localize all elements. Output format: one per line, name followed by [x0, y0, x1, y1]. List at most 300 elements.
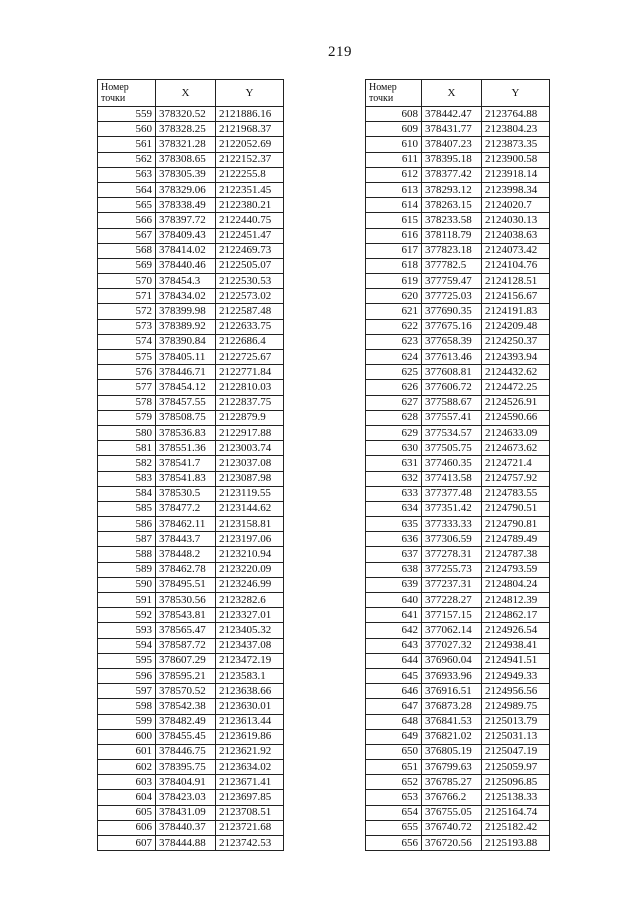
table-row [98, 623, 284, 638]
point-number-cell: 560 [98, 122, 156, 137]
x-coordinate-cell: 376873.28 [422, 699, 482, 714]
x-coordinate-cell: 378565.47 [156, 623, 216, 638]
table-row [366, 198, 550, 213]
point-number-cell: 577 [98, 380, 156, 395]
point-number-cell: 654 [366, 805, 422, 820]
table-row [366, 182, 550, 197]
y-coordinate-cell: 2123900.58 [482, 152, 550, 167]
y-coordinate-cell: 2124472.25 [482, 380, 550, 395]
y-coordinate-cell: 2123630.01 [216, 699, 284, 714]
table-row [98, 471, 284, 486]
table-row [366, 167, 550, 182]
point-number-cell: 581 [98, 441, 156, 456]
y-coordinate-cell: 2123158.81 [216, 517, 284, 532]
point-number-cell: 633 [366, 486, 422, 501]
y-coordinate-cell: 2122917.88 [216, 425, 284, 440]
y-coordinate-cell: 2123918.14 [482, 167, 550, 182]
point-number-cell: 587 [98, 532, 156, 547]
x-coordinate-cell: 377823.18 [422, 243, 482, 258]
x-coordinate-cell: 377606.72 [422, 380, 482, 395]
point-number-cell: 590 [98, 577, 156, 592]
x-coordinate-cell: 378570.52 [156, 684, 216, 699]
y-coordinate-cell: 2124757.92 [482, 471, 550, 486]
y-coordinate-cell: 2123437.08 [216, 638, 284, 653]
table-row [366, 410, 550, 425]
table-row [98, 167, 284, 182]
table-row [366, 653, 550, 668]
y-coordinate-cell: 2122530.53 [216, 274, 284, 289]
x-coordinate-cell: 378454.12 [156, 380, 216, 395]
table-row [366, 471, 550, 486]
x-coordinate-cell: 378443.7 [156, 532, 216, 547]
y-coordinate-cell: 2124949.33 [482, 668, 550, 683]
table-row [366, 152, 550, 167]
point-number-cell: 642 [366, 623, 422, 638]
point-number-cell: 571 [98, 289, 156, 304]
y-coordinate-cell: 2121968.37 [216, 122, 284, 137]
x-coordinate-cell: 378530.5 [156, 486, 216, 501]
table-row [98, 805, 284, 820]
x-coordinate-cell: 378328.25 [156, 122, 216, 137]
point-number-cell: 645 [366, 668, 422, 683]
x-coordinate-cell: 378542.38 [156, 699, 216, 714]
y-coordinate-cell: 2124020.7 [482, 198, 550, 213]
header-x: X [422, 80, 482, 107]
table-row [366, 729, 550, 744]
y-coordinate-cell: 2124804.24 [482, 577, 550, 592]
point-number-cell: 624 [366, 350, 422, 365]
table-row [98, 182, 284, 197]
coordinates-table-right [365, 79, 550, 851]
point-number-cell: 649 [366, 729, 422, 744]
x-coordinate-cell: 378305.39 [156, 167, 216, 182]
point-number-cell: 621 [366, 304, 422, 319]
y-coordinate-cell: 2124191.83 [482, 304, 550, 319]
point-number-cell: 605 [98, 805, 156, 820]
x-coordinate-cell: 377278.31 [422, 547, 482, 562]
point-number-cell: 639 [366, 577, 422, 592]
table-row [366, 228, 550, 243]
y-coordinate-cell: 2125059.97 [482, 760, 550, 775]
point-number-cell: 648 [366, 714, 422, 729]
point-number-cell: 607 [98, 836, 156, 851]
y-coordinate-cell: 2123764.88 [482, 107, 550, 122]
table-row [98, 198, 284, 213]
x-coordinate-cell: 378423.03 [156, 790, 216, 805]
y-coordinate-cell: 2122451.47 [216, 228, 284, 243]
y-coordinate-cell: 2123671.41 [216, 775, 284, 790]
point-number-cell: 595 [98, 653, 156, 668]
y-coordinate-cell: 2123613.44 [216, 714, 284, 729]
header-point-number: Номер точки [98, 80, 156, 107]
point-number-cell: 628 [366, 410, 422, 425]
x-coordinate-cell: 376933.96 [422, 668, 482, 683]
point-number-cell: 582 [98, 456, 156, 471]
x-coordinate-cell: 378551.36 [156, 441, 216, 456]
point-number-cell: 591 [98, 593, 156, 608]
point-number-cell: 647 [366, 699, 422, 714]
x-coordinate-cell: 378407.23 [422, 137, 482, 152]
y-coordinate-cell: 2124128.51 [482, 274, 550, 289]
point-number-cell: 599 [98, 714, 156, 729]
point-number-cell: 652 [366, 775, 422, 790]
table-row [366, 805, 550, 820]
table-row [98, 684, 284, 699]
table-row [366, 623, 550, 638]
y-coordinate-cell: 2123583.1 [216, 668, 284, 683]
y-coordinate-cell: 2124209.48 [482, 319, 550, 334]
point-number-cell: 617 [366, 243, 422, 258]
point-number-cell: 575 [98, 350, 156, 365]
table-row [366, 365, 550, 380]
point-number-cell: 598 [98, 699, 156, 714]
table-row [366, 547, 550, 562]
table-row [98, 593, 284, 608]
x-coordinate-cell: 378320.52 [156, 107, 216, 122]
x-coordinate-cell: 377237.31 [422, 577, 482, 592]
x-coordinate-cell: 376755.05 [422, 805, 482, 820]
x-coordinate-cell: 378389.92 [156, 319, 216, 334]
y-coordinate-cell: 2124812.39 [482, 593, 550, 608]
y-coordinate-cell: 2125096.85 [482, 775, 550, 790]
table-row [98, 760, 284, 775]
y-coordinate-cell: 2123246.99 [216, 577, 284, 592]
table-row [98, 319, 284, 334]
point-number-cell: 610 [366, 137, 422, 152]
table-row [98, 820, 284, 835]
point-number-cell: 636 [366, 532, 422, 547]
point-number-cell: 580 [98, 425, 156, 440]
point-number-cell: 586 [98, 517, 156, 532]
point-number-cell: 626 [366, 380, 422, 395]
x-coordinate-cell: 378482.49 [156, 714, 216, 729]
point-number-cell: 615 [366, 213, 422, 228]
table-body-left [98, 107, 284, 851]
y-coordinate-cell: 2122633.75 [216, 319, 284, 334]
x-coordinate-cell: 378543.81 [156, 608, 216, 623]
table-row [98, 714, 284, 729]
x-coordinate-cell: 378440.46 [156, 258, 216, 273]
table-row [366, 137, 550, 152]
point-number-cell: 635 [366, 517, 422, 532]
point-number-cell: 613 [366, 182, 422, 197]
table-row [366, 684, 550, 699]
x-coordinate-cell: 378495.51 [156, 577, 216, 592]
y-coordinate-cell: 2124783.55 [482, 486, 550, 501]
x-coordinate-cell: 378399.98 [156, 304, 216, 319]
x-coordinate-cell: 378508.75 [156, 410, 216, 425]
table-row [98, 274, 284, 289]
y-coordinate-cell: 2122771.84 [216, 365, 284, 380]
y-coordinate-cell: 2123327.01 [216, 608, 284, 623]
table-row [98, 532, 284, 547]
table-row [366, 350, 550, 365]
x-coordinate-cell: 378442.47 [422, 107, 482, 122]
x-coordinate-cell: 378440.37 [156, 820, 216, 835]
table-row [98, 152, 284, 167]
point-number-cell: 563 [98, 167, 156, 182]
table-row [366, 532, 550, 547]
table-row [366, 319, 550, 334]
x-coordinate-cell: 378444.88 [156, 836, 216, 851]
table-row [98, 486, 284, 501]
x-coordinate-cell: 376821.02 [422, 729, 482, 744]
y-coordinate-cell: 2124989.75 [482, 699, 550, 714]
table-row [98, 213, 284, 228]
x-coordinate-cell: 376916.51 [422, 684, 482, 699]
x-coordinate-cell: 377027.32 [422, 638, 482, 653]
x-coordinate-cell: 378457.55 [156, 395, 216, 410]
x-coordinate-cell: 376740.72 [422, 820, 482, 835]
table-row [366, 744, 550, 759]
table-row [366, 334, 550, 349]
table-row [366, 638, 550, 653]
point-number-cell: 584 [98, 486, 156, 501]
table-row [366, 714, 550, 729]
x-coordinate-cell: 378536.83 [156, 425, 216, 440]
x-coordinate-cell: 378390.84 [156, 334, 216, 349]
table-row [366, 790, 550, 805]
table-row [366, 122, 550, 137]
table-row [366, 836, 550, 851]
point-number-cell: 656 [366, 836, 422, 851]
x-coordinate-cell: 376720.56 [422, 836, 482, 851]
x-coordinate-cell: 376960.04 [422, 653, 482, 668]
table-row [366, 562, 550, 577]
page-number: 219 [328, 44, 352, 60]
x-coordinate-cell: 378462.78 [156, 562, 216, 577]
y-coordinate-cell: 2124862.17 [482, 608, 550, 623]
point-number-cell: 597 [98, 684, 156, 699]
point-number-cell: 609 [366, 122, 422, 137]
x-coordinate-cell: 377505.75 [422, 441, 482, 456]
x-coordinate-cell: 378607.29 [156, 653, 216, 668]
point-number-cell: 593 [98, 623, 156, 638]
x-coordinate-cell: 378431.77 [422, 122, 482, 137]
header-x: X [156, 80, 216, 107]
x-coordinate-cell: 376841.53 [422, 714, 482, 729]
point-number-cell: 570 [98, 274, 156, 289]
point-number-cell: 612 [366, 167, 422, 182]
table-row [98, 137, 284, 152]
table-row [366, 699, 550, 714]
x-coordinate-cell: 378118.79 [422, 228, 482, 243]
y-coordinate-cell: 2124673.62 [482, 441, 550, 456]
x-coordinate-cell: 376805.19 [422, 744, 482, 759]
x-coordinate-cell: 377588.67 [422, 395, 482, 410]
point-number-cell: 596 [98, 668, 156, 683]
table-row [366, 668, 550, 683]
y-coordinate-cell: 2122837.75 [216, 395, 284, 410]
y-coordinate-cell: 2125013.79 [482, 714, 550, 729]
y-coordinate-cell: 2123708.51 [216, 805, 284, 820]
point-number-cell: 574 [98, 334, 156, 349]
table-row [366, 577, 550, 592]
x-coordinate-cell: 377351.42 [422, 501, 482, 516]
table-row [366, 593, 550, 608]
point-number-cell: 637 [366, 547, 422, 562]
table-row [98, 228, 284, 243]
y-coordinate-cell: 2123621.92 [216, 744, 284, 759]
table-row [98, 365, 284, 380]
y-coordinate-cell: 2124956.56 [482, 684, 550, 699]
point-number-cell: 640 [366, 593, 422, 608]
table-header-row [98, 80, 284, 107]
y-coordinate-cell: 2125182.42 [482, 820, 550, 835]
point-number-cell: 608 [366, 107, 422, 122]
y-coordinate-cell: 2123197.06 [216, 532, 284, 547]
table-row [366, 213, 550, 228]
table-row [98, 790, 284, 805]
point-number-cell: 585 [98, 501, 156, 516]
y-coordinate-cell: 2123721.68 [216, 820, 284, 835]
point-number-cell: 600 [98, 729, 156, 744]
x-coordinate-cell: 376799.63 [422, 760, 482, 775]
y-coordinate-cell: 2124938.41 [482, 638, 550, 653]
y-coordinate-cell: 2122351.45 [216, 182, 284, 197]
table-row [98, 243, 284, 258]
point-number-cell: 627 [366, 395, 422, 410]
table-row [366, 425, 550, 440]
table-row [98, 410, 284, 425]
table-row [366, 395, 550, 410]
y-coordinate-cell: 2124432.62 [482, 365, 550, 380]
y-coordinate-cell: 2123804.23 [482, 122, 550, 137]
point-number-cell: 650 [366, 744, 422, 759]
x-coordinate-cell: 378541.83 [156, 471, 216, 486]
table-row [98, 608, 284, 623]
x-coordinate-cell: 377255.73 [422, 562, 482, 577]
x-coordinate-cell: 378434.02 [156, 289, 216, 304]
x-coordinate-cell: 377608.81 [422, 365, 482, 380]
y-coordinate-cell: 2124793.59 [482, 562, 550, 577]
table-row [366, 258, 550, 273]
y-coordinate-cell: 2122505.07 [216, 258, 284, 273]
x-coordinate-cell: 378233.58 [422, 213, 482, 228]
table-row [98, 350, 284, 365]
point-number-cell: 632 [366, 471, 422, 486]
point-number-cell: 601 [98, 744, 156, 759]
x-coordinate-cell: 376766.2 [422, 790, 482, 805]
y-coordinate-cell: 2125193.88 [482, 836, 550, 851]
x-coordinate-cell: 377658.39 [422, 334, 482, 349]
y-coordinate-cell: 2122686.4 [216, 334, 284, 349]
table-row [98, 441, 284, 456]
y-coordinate-cell: 2124393.94 [482, 350, 550, 365]
x-coordinate-cell: 377759.47 [422, 274, 482, 289]
table-row [98, 122, 284, 137]
y-coordinate-cell: 2122380.21 [216, 198, 284, 213]
header-point-number: Номер точки [366, 80, 422, 107]
y-coordinate-cell: 2124790.51 [482, 501, 550, 516]
y-coordinate-cell: 2123210.94 [216, 547, 284, 562]
table-row [366, 517, 550, 532]
table-row [98, 775, 284, 790]
x-coordinate-cell: 378404.91 [156, 775, 216, 790]
x-coordinate-cell: 378414.02 [156, 243, 216, 258]
y-coordinate-cell: 2123697.85 [216, 790, 284, 805]
point-number-cell: 603 [98, 775, 156, 790]
x-coordinate-cell: 377460.35 [422, 456, 482, 471]
y-coordinate-cell: 2122879.9 [216, 410, 284, 425]
x-coordinate-cell: 377725.03 [422, 289, 482, 304]
point-number-cell: 576 [98, 365, 156, 380]
point-number-cell: 653 [366, 790, 422, 805]
y-coordinate-cell: 2122255.8 [216, 167, 284, 182]
x-coordinate-cell: 378595.21 [156, 668, 216, 683]
point-number-cell: 564 [98, 182, 156, 197]
point-number-cell: 655 [366, 820, 422, 835]
table-row [366, 380, 550, 395]
y-coordinate-cell: 2123220.09 [216, 562, 284, 577]
point-number-cell: 614 [366, 198, 422, 213]
x-coordinate-cell: 378308.65 [156, 152, 216, 167]
x-coordinate-cell: 377306.59 [422, 532, 482, 547]
point-number-cell: 622 [366, 319, 422, 334]
point-number-cell: 559 [98, 107, 156, 122]
x-coordinate-cell: 377413.58 [422, 471, 482, 486]
point-number-cell: 618 [366, 258, 422, 273]
header-y: Y [216, 80, 284, 107]
table-row [366, 456, 550, 471]
x-coordinate-cell: 377333.33 [422, 517, 482, 532]
table-row [366, 501, 550, 516]
point-number-cell: 573 [98, 319, 156, 334]
y-coordinate-cell: 2124526.91 [482, 395, 550, 410]
y-coordinate-cell: 2124789.49 [482, 532, 550, 547]
point-number-cell: 619 [366, 274, 422, 289]
x-coordinate-cell: 377377.48 [422, 486, 482, 501]
point-number-cell: 623 [366, 334, 422, 349]
y-coordinate-cell: 2122152.37 [216, 152, 284, 167]
table-row [98, 456, 284, 471]
point-number-cell: 594 [98, 638, 156, 653]
point-number-cell: 562 [98, 152, 156, 167]
point-number-cell: 567 [98, 228, 156, 243]
table-row [98, 258, 284, 273]
point-number-cell: 641 [366, 608, 422, 623]
table-row [98, 304, 284, 319]
y-coordinate-cell: 2121886.16 [216, 107, 284, 122]
y-coordinate-cell: 2125047.19 [482, 744, 550, 759]
x-coordinate-cell: 378448.2 [156, 547, 216, 562]
y-coordinate-cell: 2123472.19 [216, 653, 284, 668]
x-coordinate-cell: 377613.46 [422, 350, 482, 365]
x-coordinate-cell: 378530.56 [156, 593, 216, 608]
x-coordinate-cell: 378329.06 [156, 182, 216, 197]
table-row [98, 395, 284, 410]
x-coordinate-cell: 377062.14 [422, 623, 482, 638]
y-coordinate-cell: 2124156.67 [482, 289, 550, 304]
x-coordinate-cell: 378395.18 [422, 152, 482, 167]
y-coordinate-cell: 2124926.54 [482, 623, 550, 638]
y-coordinate-cell: 2124104.76 [482, 258, 550, 273]
table-row [98, 699, 284, 714]
table-row [366, 289, 550, 304]
x-coordinate-cell: 377557.41 [422, 410, 482, 425]
table-body-right [366, 107, 550, 851]
y-coordinate-cell: 2124038.63 [482, 228, 550, 243]
point-number-cell: 630 [366, 441, 422, 456]
table-row [366, 304, 550, 319]
y-coordinate-cell: 2124250.37 [482, 334, 550, 349]
y-coordinate-cell: 2123003.74 [216, 441, 284, 456]
y-coordinate-cell: 2122810.03 [216, 380, 284, 395]
y-coordinate-cell: 2124633.09 [482, 425, 550, 440]
x-coordinate-cell: 378446.75 [156, 744, 216, 759]
point-number-cell: 625 [366, 365, 422, 380]
point-number-cell: 565 [98, 198, 156, 213]
